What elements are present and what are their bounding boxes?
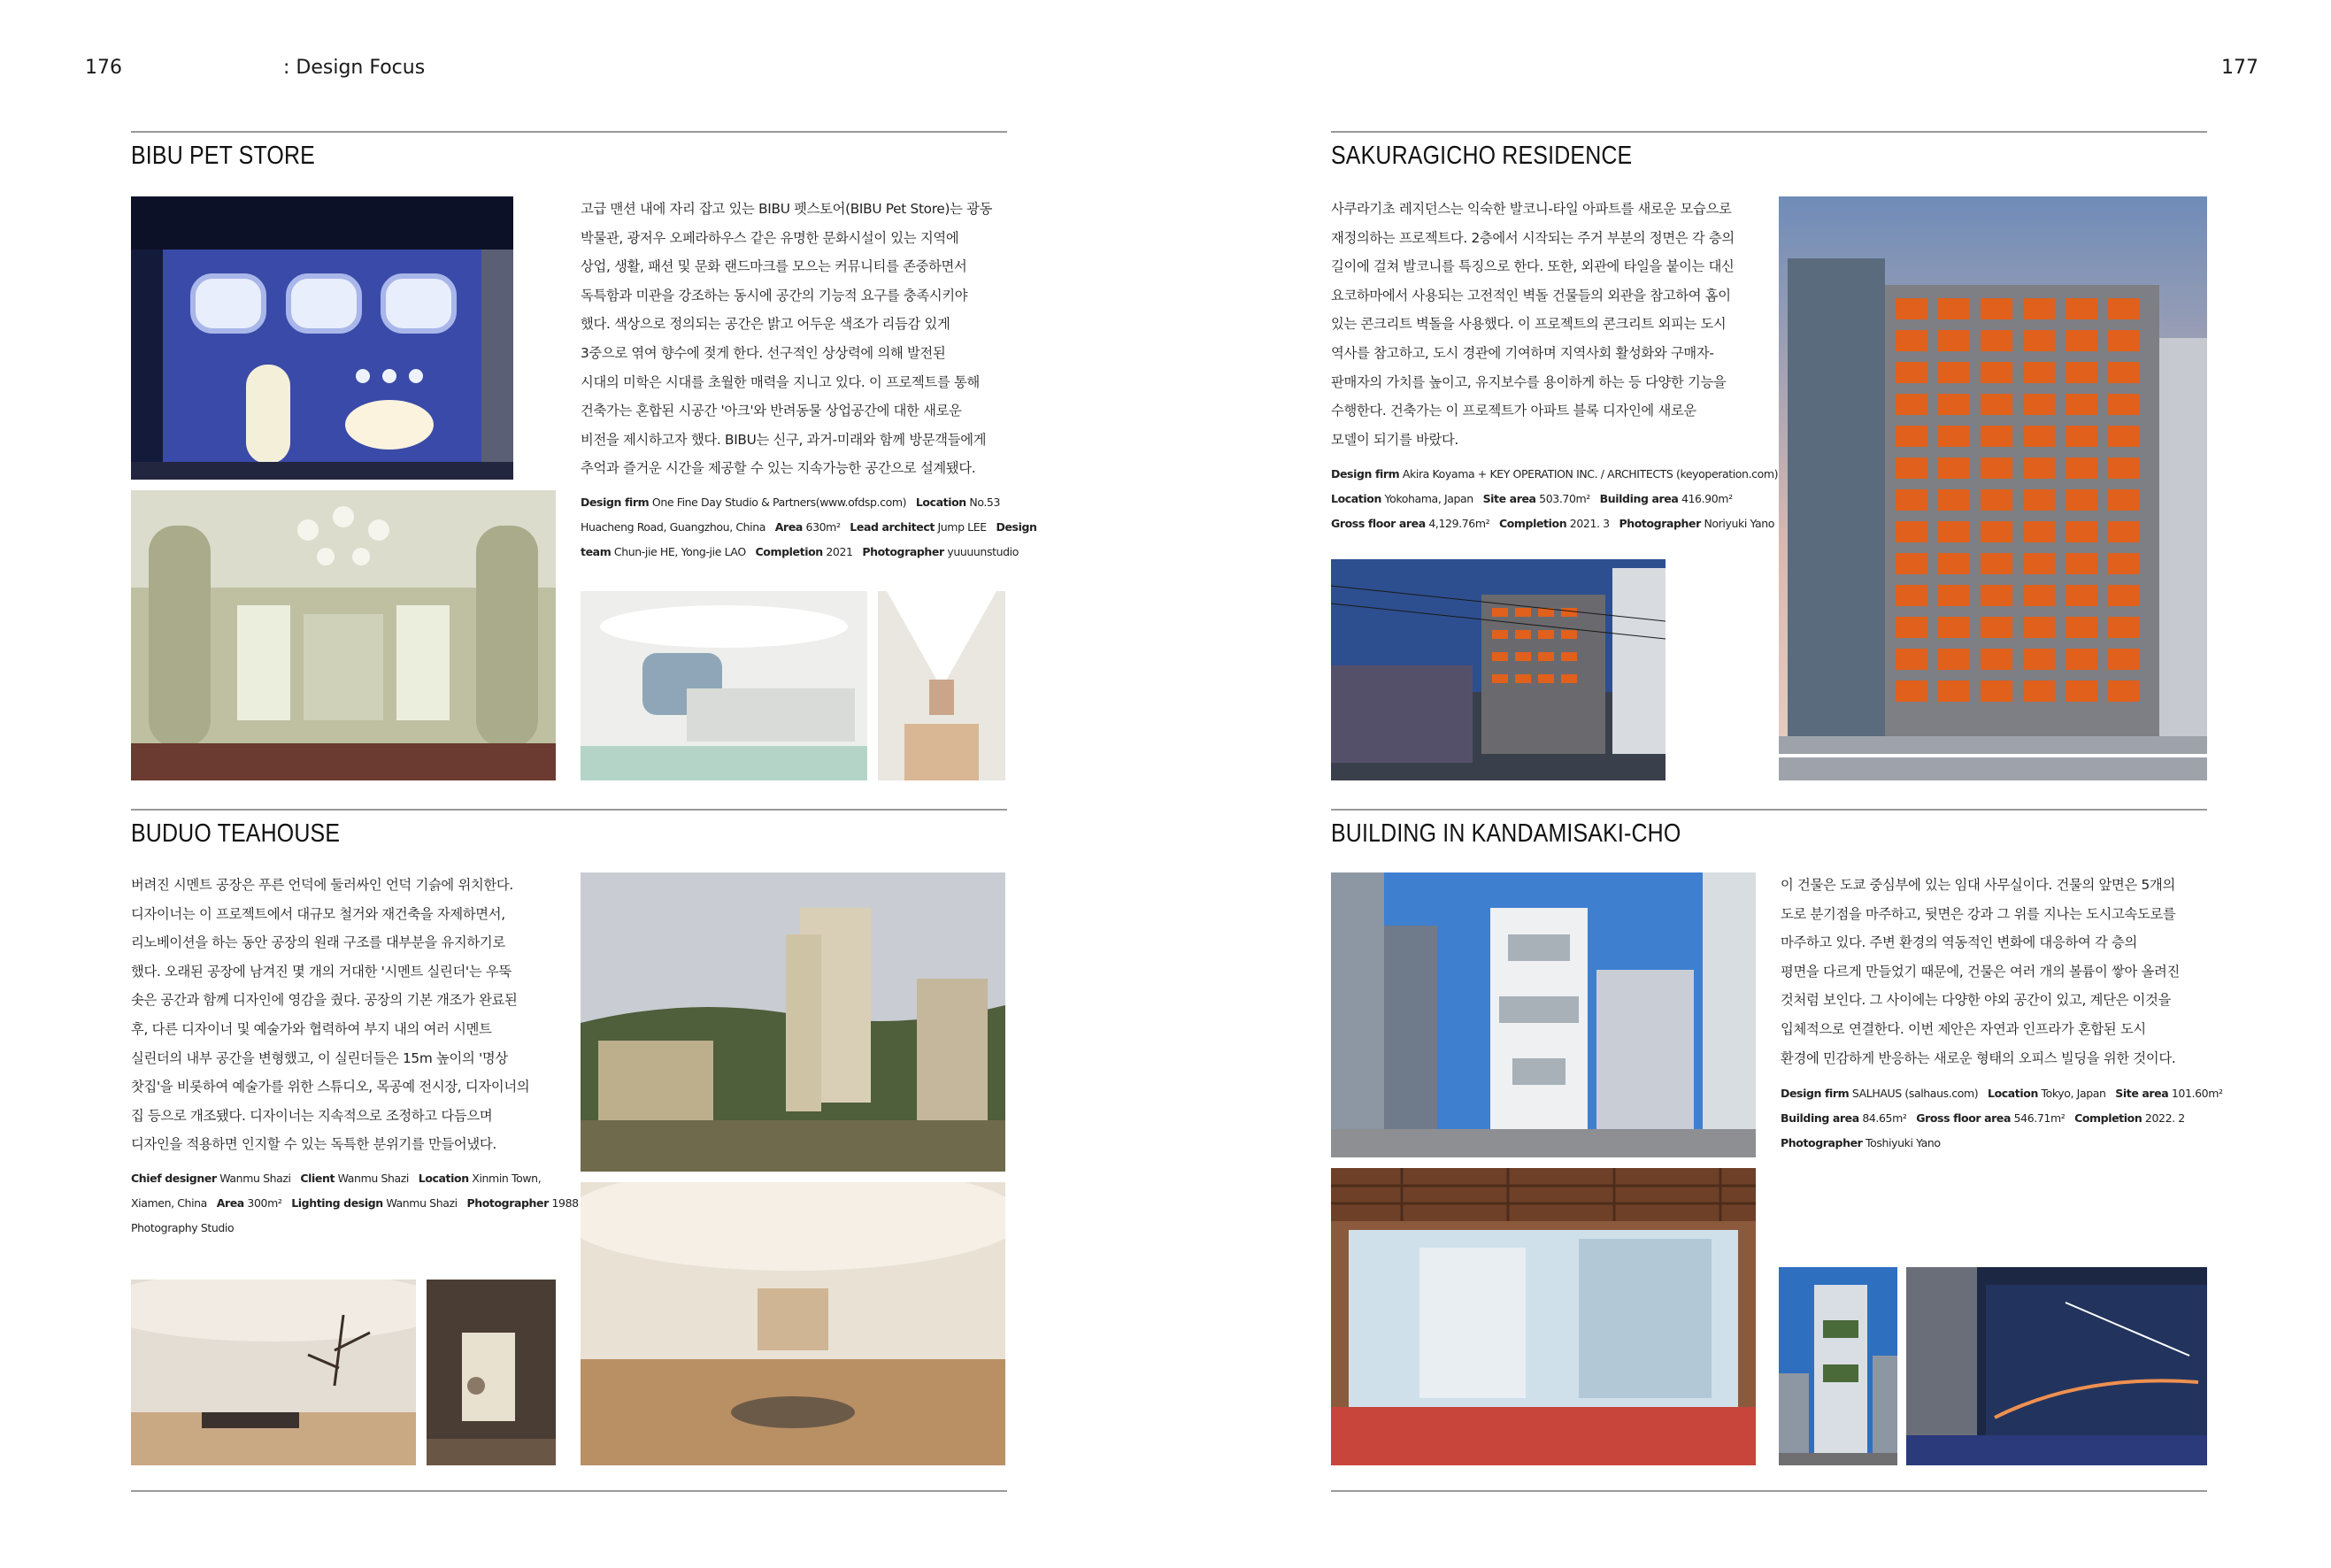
article-credits-kandamisaki: Design firm SALHAUS (salhaus.com) Location Tokyo, Japan Site area 101.60m² Building area 84.65m² Gross floor area 546.71m² Completion 2022. 2 Photographer Toshiyuki Yano bbox=[1781, 1087, 2223, 1149]
article-body-buduo: 버려진 시멘트 공장은 푸른 언덕에 둘러싸인 언덕 기슭에 위치한다. 디자이너는 이 프로젝트에서 대규모 철거와 재건축을 자제하면서, 리노베이션을 하는 동안 공장의 원래 구조를 대부분을 유지하기로 했다. 오래된 공장에 남겨진 몇 개의 거대한 '시멘트 실린더'는 우뚝 솟은 공간과 함께 디자인에 영감을 줬다. 공장의 기본 개조가 완료된 후, 다른 디자이너 및 예술가와 협력하여 부지 내의 여러 시멘트 실린더의 내부 공간을 변형했고, 이 실린더들은 15m 높이의 '명상 찻집'을 비롯하여 예술가를 위한 스튜디오, 목공예 전시장, 디자이너의 집 등으로 개조됐다. 디자이너는 지속적으로 조정하고 다듬으며 디자인을 적용하면 인지할 수 있는 독특한 분위기를 만들어냈다. bbox=[131, 877, 530, 1153]
article-body-bibu: 고급 맨션 내에 자리 잡고 있는 BIBU 펫스토어(BIBU Pet Store)는 광동 박물관, 광저우 오페라하우스 같은 유명한 문화시설이 있는 지역에 상업, 생활, 패션 및 문화 랜드마크를 모으는 커뮤니티를 존중하면서 독특함과 미관을 강조하는 동시에 공간의 기능적 요구를 충족시키야 했다. 색상으로 정의되는 공간은 밝고 어두운 색조가 리듬감 있게 3중으로 엮여 향수에 젖게 한다. 선구적인 상상력에 의해 발전된 시대의 미학은 시대를 초월한 매력을 지니고 있다. 이 프로젝트를 통해 건축가는 혼합된 시공간 '아크'와 반려동물 상업공간에 대한 새로운 비전을 제시하고자 했다. BIBU는 신구, 과거-미래와 함께 방문객들에게 추억과 즐거운 시간을 제공할 수 있는 지속가능한 공간으로 설계됐다. bbox=[581, 201, 993, 477]
section-rule bbox=[1331, 131, 2207, 133]
section-rule bbox=[131, 1490, 1007, 1492]
photo-sakuragicho-street bbox=[1331, 559, 1666, 780]
section-rule bbox=[1331, 1490, 2207, 1492]
photo-bibu-interior bbox=[131, 490, 556, 780]
article-title-bibu: BIBU PET STORE bbox=[131, 142, 315, 170]
article-body-sakuragicho: 사쿠라기초 레지던스는 익숙한 발코니-타일 아파트를 새로운 모습으로 재정의하는 프로젝트다. 2층에서 시작되는 주거 부분의 정면은 각 층의 길이에 걸쳐 발코니를 특징으로 한다. 또한, 외관에 타일을 붙이는 대신 요코하마에서 사용되는 고전적인 벽돌 건물들의 외관을 참고하여 홈이 있는 콘크리트 벽돌을 사용했다. 이 프로젝트의 콘크리트 외피는 도시 역사를 참고하고, 도시 경관에 기여하며 지역사회 활성화와 구매자- 판매자의 가치를 높이고, 유지보수를 용이하게 하는 등 다양한 기능을 수행한다. 건축가는 이 프로젝트가 아파트 블록 디자인에 새로운 모델이 되기를 바랐다. bbox=[1331, 201, 1735, 448]
section-rule bbox=[131, 131, 1007, 133]
photo-kandamisaki-interior bbox=[1331, 1168, 1756, 1465]
photo-bibu-facade bbox=[131, 196, 513, 480]
photo-buduo-exterior bbox=[581, 872, 1005, 1172]
article-credits-buduo: Chief designer Wanmu Shazi Client Wanmu Shazi Location Xinmin Town, Xiamen, China Area 300m² Lighting design Wanmu Shazi Photographer 1988 Photography Studio bbox=[131, 1172, 579, 1234]
photo-kandamisaki-exterior bbox=[1331, 872, 1756, 1157]
photo-buduo-doorway bbox=[427, 1280, 556, 1465]
section-rule bbox=[131, 809, 1007, 811]
photo-sakuragicho-facade bbox=[1779, 196, 2207, 780]
photo-bibu-corridor bbox=[878, 591, 1005, 780]
photo-kandamisaki-night-exterior bbox=[1779, 1267, 1897, 1465]
section-rule bbox=[1331, 809, 2207, 811]
article-title-kandamisaki: BUILDING IN KANDAMISAKI-CHO bbox=[1331, 819, 1681, 848]
page-number-left: 176 bbox=[85, 57, 122, 79]
article-credits-sakuragicho: Design firm Akira Koyama + KEY OPERATION INC. / ARCHITECTS (keyoperation.com) Location Yokohama, Japan Site area 503.70m² Building area 416.90m² Gross floor area 4,129.76m² Completion 2021. 3 Photographer Noriyuki Yano bbox=[1331, 467, 1779, 530]
article-body-kandamisaki: 이 건물은 도쿄 중심부에 있는 임대 사무실이다. 건물의 앞면은 5개의 도로 분기점을 마주하고, 뒷면은 강과 그 위를 지나는 도시고속도로를 마주하고 있다. 주변 환경의 역동적인 변화에 대응하여 각 층의 평면을 다르게 만들었기 때문에, 건물은 여러 개의 볼륨이 쌓아 올려진 것처럼 보인다. 그 사이에는 다양한 야외 공간이 있고, 계단은 이것을 입체적으로 연결한다. 이번 제안은 자연과 인프라가 혼합된 도시 환경에 민감하게 반응하는 새로운 형태의 오피스 빌딩을 위한 것이다. bbox=[1781, 877, 2180, 1066]
running-header: : Design Focus bbox=[283, 57, 426, 79]
photo-buduo-round-room bbox=[581, 1182, 1005, 1465]
article-credits-bibu: Design firm One Fine Day Studio & Partners(www.ofdsp.com) Location No.53 Huacheng Road, Guangzhou, China Area 630m² Lead architect Jump LEE Design team Chun-jie HE, Yong-jie LAO Completion 2021 Photographer yuuuunstudio bbox=[581, 496, 1037, 558]
photo-kandamisaki-night-view bbox=[1906, 1267, 2207, 1465]
photo-buduo-lounge bbox=[131, 1280, 416, 1465]
article-title-buduo: BUDUO TEAHOUSE bbox=[131, 819, 341, 848]
page-number-right: 177 bbox=[2221, 57, 2258, 79]
article-title-sakuragicho: SAKURAGICHO RESIDENCE bbox=[1331, 142, 1633, 170]
photo-bibu-counter bbox=[581, 591, 867, 780]
